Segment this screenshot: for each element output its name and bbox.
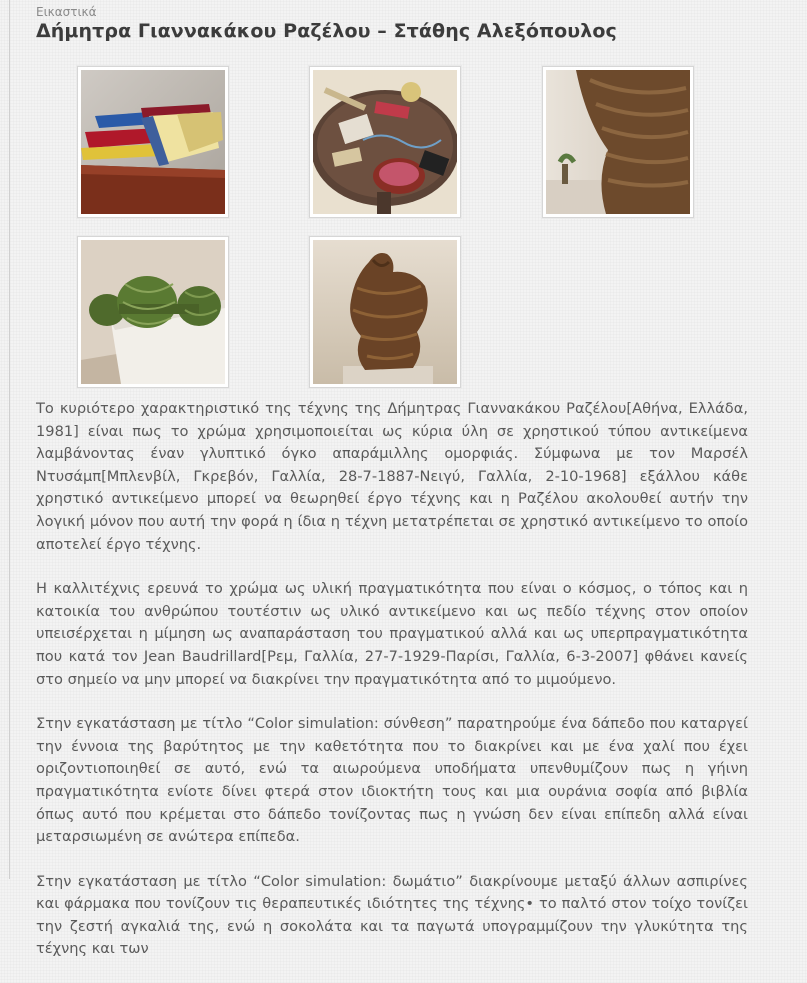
gallery-thumb-4[interactable] bbox=[77, 236, 229, 388]
gallery-image-bronze-torso bbox=[313, 240, 457, 384]
gallery-thumb-5[interactable] bbox=[309, 236, 461, 388]
gallery-image-green-bound-objects bbox=[81, 240, 225, 384]
gallery-image-table-installation bbox=[313, 70, 457, 214]
gallery-thumb-2[interactable] bbox=[309, 66, 461, 218]
paragraph-1: Το κυριότερο χαρακτηριστικό της τέχνης της Δήμητρας Γιαννακάκου Ραζέλου[Αθήνα, Ελλάδα, 1981] είναι πως το χρώμα χρησιμοποιείται ως κύρια ύλη σε χρηστικού τύπου αντικείμενα λαμβάνοντας έναν γλυπτικό όγκο απαράμιλλης ομορφιάς. Σύμφωνα με τον Μαρσέλ Ντυσάμπ[Μπλενβίλ, Γκρεβόν, Γαλλία, 28-7-1887-Νειγύ, Γαλλία, 2-10-1968] εξάλλου κάθε χρηστικό αντικείμενο μπορεί να θεωρηθεί έργο τέχνης και η Ραζέλου ακολουθεί αυτήν την λογική μόνον που αυτή την φορά η ίδια η τέχνη μετατρέπεται σε χρηστικό αντικείμενο το οποίο αποτελεί έργο τέχνης. bbox=[36, 400, 748, 553]
gallery-image-draped-sculpture bbox=[546, 70, 690, 214]
article-title[interactable]: Δήμητρα Γιαννακάκου Ραζέλου – Στάθης Αλεξόπουλος bbox=[36, 20, 617, 42]
content-left-border bbox=[9, 0, 10, 879]
gallery-thumb-1[interactable] bbox=[77, 66, 229, 218]
gallery-thumb-3[interactable] bbox=[542, 66, 694, 218]
article-body bbox=[36, 398, 748, 983]
paragraph-4: Στην εγκατάσταση με τίτλο “Color simulation: δωμάτιο” διακρίνουμε μεταξύ άλλων ασπιρίνες και φάρμακα που τονίζουν τις θεραπευτικές ιδιότητες της τέχνης• το παλτό στον τοίχο τονίζει την ζεστή αγκαλιά της, ενώ η σοκολάτα και τα παγωτά υπογραμμίζουν την γλυκύτητα της τέχνης και των bbox=[36, 872, 748, 958]
category-link[interactable]: Εικαστικά bbox=[36, 5, 97, 19]
paragraph-3: Στην εγκατάσταση με τίτλο “Color simulation: σύνθεση” παρατηρούμε ένα δάπεδο που καταργεί την έννοια της βαρύτητος με την καθετότητα που το διακρίνει και με ένα χαλί που έχει οριζοντιοποιηθεί σε αυτό, ενώ τα αιωρούμενα υποδήματα υπενθυμίζουν πως η γήινη πραγματικότητα ενίοτε δίνει φτερά στον ιδιοκτήτη τους και μια ουράνια σοφία από βιβλία όπως αυτό που κρέμεται στο δάπεδο τονίζοντας πως η γνώση δεν είναι επίπεδη αλλά είναι μεταρσιωμένη σε ανώτερα επίπεδα. bbox=[36, 715, 748, 846]
paragraph-2: Η καλλιτέχνις ερευνά το χρώμα ως υλική πραγματικότητα που είναι ο κόσμος, ο τόπος και η κατοικία του ανθρώπου τουτέστιν ως υλικό αντικείμενο και ως πεδίο τέχνης στον οποίον υπεισέρχεται η μίμηση ως αναπαράσταση του πραγματικού αλλά και ως υπερπραγματικότητα που κατά τον Jean Baudrillard[Ρεμ, Γαλλία, 27-7-1929-Παρίσι, Γαλλία, 6-3-2007] φθάνει κανείς στο σημείο να μην μπορεί να διακρίνει την πραγματικότητα από το μιμούμενο. bbox=[36, 580, 748, 688]
gallery-image-books-shelf bbox=[81, 70, 225, 214]
